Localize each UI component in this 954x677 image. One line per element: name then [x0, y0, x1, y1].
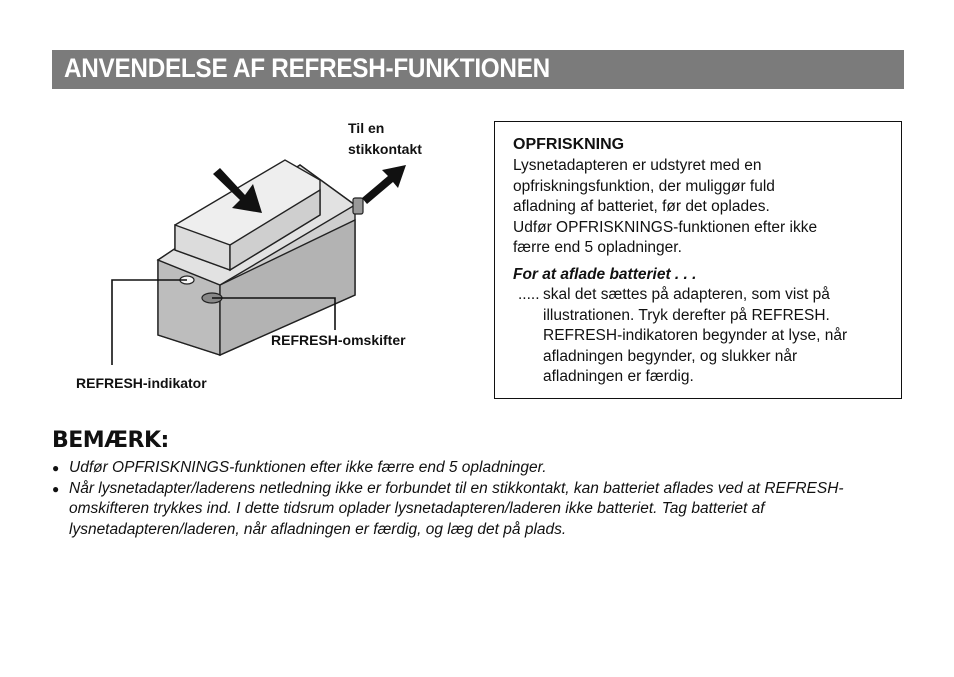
info-step-line — [513, 306, 893, 327]
info-line: afladning af batteriet, før det oplades. — [513, 198, 770, 215]
notes-list — [52, 458, 912, 540]
info-step-line — [513, 367, 893, 388]
info-step-line — [513, 347, 893, 368]
info-line: Lysnetadapteren er udstyret med en — [513, 157, 762, 174]
charger-illustration — [70, 110, 490, 410]
bullet-icon: ● — [52, 461, 60, 475]
info-line: opfriskningsfunktion, der muliggør fuld — [513, 177, 775, 195]
info-step-line — [513, 326, 893, 347]
info-line: færre end 5 opladninger. — [513, 239, 682, 256]
label-refresh-indicator: REFRESH-indikator — [76, 375, 207, 391]
info-line: Udfør OPFRISKNINGS-funktionen efter ikke — [513, 218, 818, 236]
outlet-arrow-icon — [362, 165, 406, 204]
page-title-bar — [52, 50, 904, 89]
step-text: illustrationen. Tryk derefter på REFRESH. — [543, 306, 830, 324]
label-outlet-line2: stikkontakt — [348, 141, 422, 157]
step-text: afladningen begynder, og slukker når — [543, 347, 798, 365]
step-text: afladningen er færdig. — [543, 368, 694, 385]
info-heading: OPFRISKNING — [513, 136, 625, 153]
info-step-line — [513, 285, 893, 306]
label-outlet — [348, 118, 422, 160]
page-title: ANVENDELSE AF REFRESH-FUNKTIONEN — [64, 53, 550, 83]
note-item — [52, 458, 912, 479]
bullet-icon: ● — [52, 481, 60, 496]
label-refresh-switch: REFRESH-omskifter — [271, 332, 406, 348]
info-subheading: For at aflade batteriet . . . — [513, 265, 697, 283]
label-outlet-line1: Til en — [348, 120, 385, 136]
plug-terminal — [353, 198, 363, 214]
note-text: Udfør OPFRISKNINGS-funktionen efter ikke færre end 5 opladninger. — [69, 459, 547, 476]
step-dots: ..... — [518, 286, 540, 303]
step-text: skal det sættes på adapteren, som vist på — [543, 286, 830, 303]
note-text: Når lysnetadapter/laderens netledning ikke er forbundet til en stikkontakt, kan batteriet aflades ved at REFRESH-omskifteren trykkes ind. I dette tidsrum oplader lysnetadapteren/laderen ikke batteriet. Tag batteriet af lysnetadapteren/laderen, når afladningen er færdig, og læg det på plads. — [69, 479, 844, 538]
notes-heading: BEMÆRK: — [52, 428, 169, 453]
step-text: REFRESH-indikatoren begynder at lyse, når — [543, 327, 848, 344]
refresh-info-box — [494, 121, 902, 399]
note-item — [52, 479, 912, 541]
